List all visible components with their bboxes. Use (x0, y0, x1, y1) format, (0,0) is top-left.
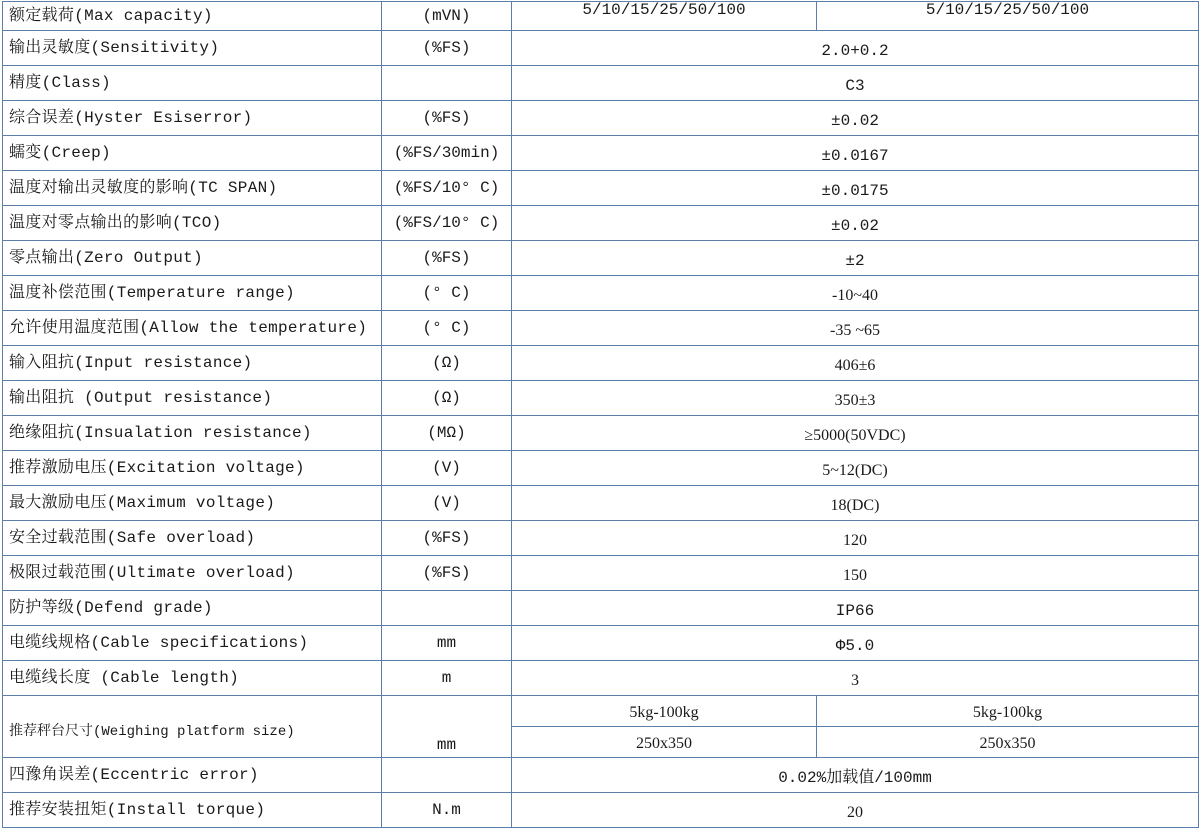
value-cell: 18(DC) (512, 486, 1199, 521)
param-label: 精度(Class) (3, 66, 382, 101)
param-label: 防护等级(Defend grade) (3, 591, 382, 626)
unit-label: mm (382, 626, 512, 661)
unit-label (382, 66, 512, 101)
unit-label: (V) (382, 486, 512, 521)
row-temperature-range (3, 276, 1199, 311)
param-label: 最大激励电压(Maximum voltage) (3, 486, 382, 521)
row-output-resistance (3, 381, 1199, 416)
value-cell: 406±6 (512, 346, 1199, 381)
value-cell: ±0.02 (512, 206, 1199, 241)
unit-label: (MΩ) (382, 416, 512, 451)
row-cable-spec (3, 626, 1199, 661)
param-label: 四豫角误差(Eccentric error) (3, 758, 382, 793)
row-allow-temperature (3, 311, 1199, 346)
param-label: 安全过载范围(Safe overload) (3, 521, 382, 556)
row-zero-output (3, 241, 1199, 276)
value-cell: ±2 (512, 241, 1199, 276)
param-label: 输出阻抗 (Output resistance) (3, 381, 382, 416)
row-maximum-voltage (3, 486, 1199, 521)
row-cable-length (3, 661, 1199, 696)
unit-label: (mVN) (382, 2, 512, 31)
unit-label: (%FS) (382, 101, 512, 136)
value-cell: 0.02%加载值/100mm (512, 758, 1199, 793)
param-label: 输入阻抗(Input resistance) (3, 346, 382, 381)
value-cell: ±0.02 (512, 101, 1199, 136)
value-cell: 5~12(DC) (512, 451, 1199, 486)
value-cell: IP66 (512, 591, 1199, 626)
row-platform-size (3, 696, 1199, 727)
value-cell: 120 (512, 521, 1199, 556)
param-label: 推荐秤台尺寸(Weighing platform size) (3, 696, 382, 758)
capacity-cell: 5kg-100kg (817, 696, 1199, 727)
row-tco (3, 206, 1199, 241)
value-cell: ±0.0167 (512, 136, 1199, 171)
unit-label: (%FS) (382, 521, 512, 556)
value-cell: ±0.0175 (512, 171, 1199, 206)
value-cell: 150 (512, 556, 1199, 591)
size-cell: 250x350 (817, 727, 1199, 758)
unit-label: (V) (382, 451, 512, 486)
unit-label: (° C) (382, 311, 512, 346)
row-creep (3, 136, 1199, 171)
unit-label: (%FS) (382, 31, 512, 66)
param-label: 推荐激励电压(Excitation voltage) (3, 451, 382, 486)
unit-label: (Ω) (382, 346, 512, 381)
row-tc-span (3, 171, 1199, 206)
param-label: 电缆线长度 (Cable length) (3, 661, 382, 696)
unit-label (382, 758, 512, 793)
param-label: 温度对输出灵敏度的影响(TC SPAN) (3, 171, 382, 206)
unit-label (382, 591, 512, 626)
value-cell: 350±3 (512, 381, 1199, 416)
value-cell: C3 (512, 66, 1199, 101)
unit-label: (%FS) (382, 241, 512, 276)
value-cell: 5/10/15/25/50/100 (512, 2, 817, 31)
spec-table (2, 1, 1199, 828)
param-label: 额定载荷(Max capacity) (3, 2, 382, 31)
unit-label: (%FS/30min) (382, 136, 512, 171)
row-input-resistance (3, 346, 1199, 381)
row-excitation-voltage (3, 451, 1199, 486)
param-label: 极限过载范围(Ultimate overload) (3, 556, 382, 591)
row-safe-overload (3, 521, 1199, 556)
param-label: 绝缘阻抗(Insualation resistance) (3, 416, 382, 451)
value-cell: 5/10/15/25/50/100 (817, 2, 1199, 31)
value-cell: 3 (512, 661, 1199, 696)
unit-label: m (382, 661, 512, 696)
param-label: 综合误差(Hyster Esiserror) (3, 101, 382, 136)
value-cell: 20 (512, 793, 1199, 828)
param-label: 温度对零点输出的影响(TCO) (3, 206, 382, 241)
row-class (3, 66, 1199, 101)
unit-label: (%FS) (382, 556, 512, 591)
row-sensitivity (3, 31, 1199, 66)
value-cell: 2.0+0.2 (512, 31, 1199, 66)
unit-label: (%FS/10° C) (382, 171, 512, 206)
value-cell: ≥5000(50VDC) (512, 416, 1199, 451)
param-label: 电缆线规格(Cable specifications) (3, 626, 382, 661)
value-cell: -10~40 (512, 276, 1199, 311)
size-cell: 250x350 (512, 727, 817, 758)
row-defend-grade (3, 591, 1199, 626)
value-cell: -35 ~65 (512, 311, 1199, 346)
param-label: 零点输出(Zero Output) (3, 241, 382, 276)
param-label: 推荐安装扭矩(Install torque) (3, 793, 382, 828)
row-eccentric-error (3, 758, 1199, 793)
row-insulation-resistance (3, 416, 1199, 451)
unit-label: N.m (382, 793, 512, 828)
capacity-cell: 5kg-100kg (512, 696, 817, 727)
row-install-torque (3, 793, 1199, 828)
param-label: 蠕变(Creep) (3, 136, 382, 171)
unit-label: mm (382, 696, 512, 758)
row-hyster-error (3, 101, 1199, 136)
unit-label: (Ω) (382, 381, 512, 416)
row-ultimate-overload (3, 556, 1199, 591)
param-label: 温度补偿范围(Temperature range) (3, 276, 382, 311)
unit-label: (%FS/10° C) (382, 206, 512, 241)
param-label: 允许使用温度范围(Allow the temperature) (3, 311, 382, 346)
unit-label: (° C) (382, 276, 512, 311)
value-cell: Φ5.0 (512, 626, 1199, 661)
param-label: 输出灵敏度(Sensitivity) (3, 31, 382, 66)
row-max-capacity (3, 2, 1199, 31)
